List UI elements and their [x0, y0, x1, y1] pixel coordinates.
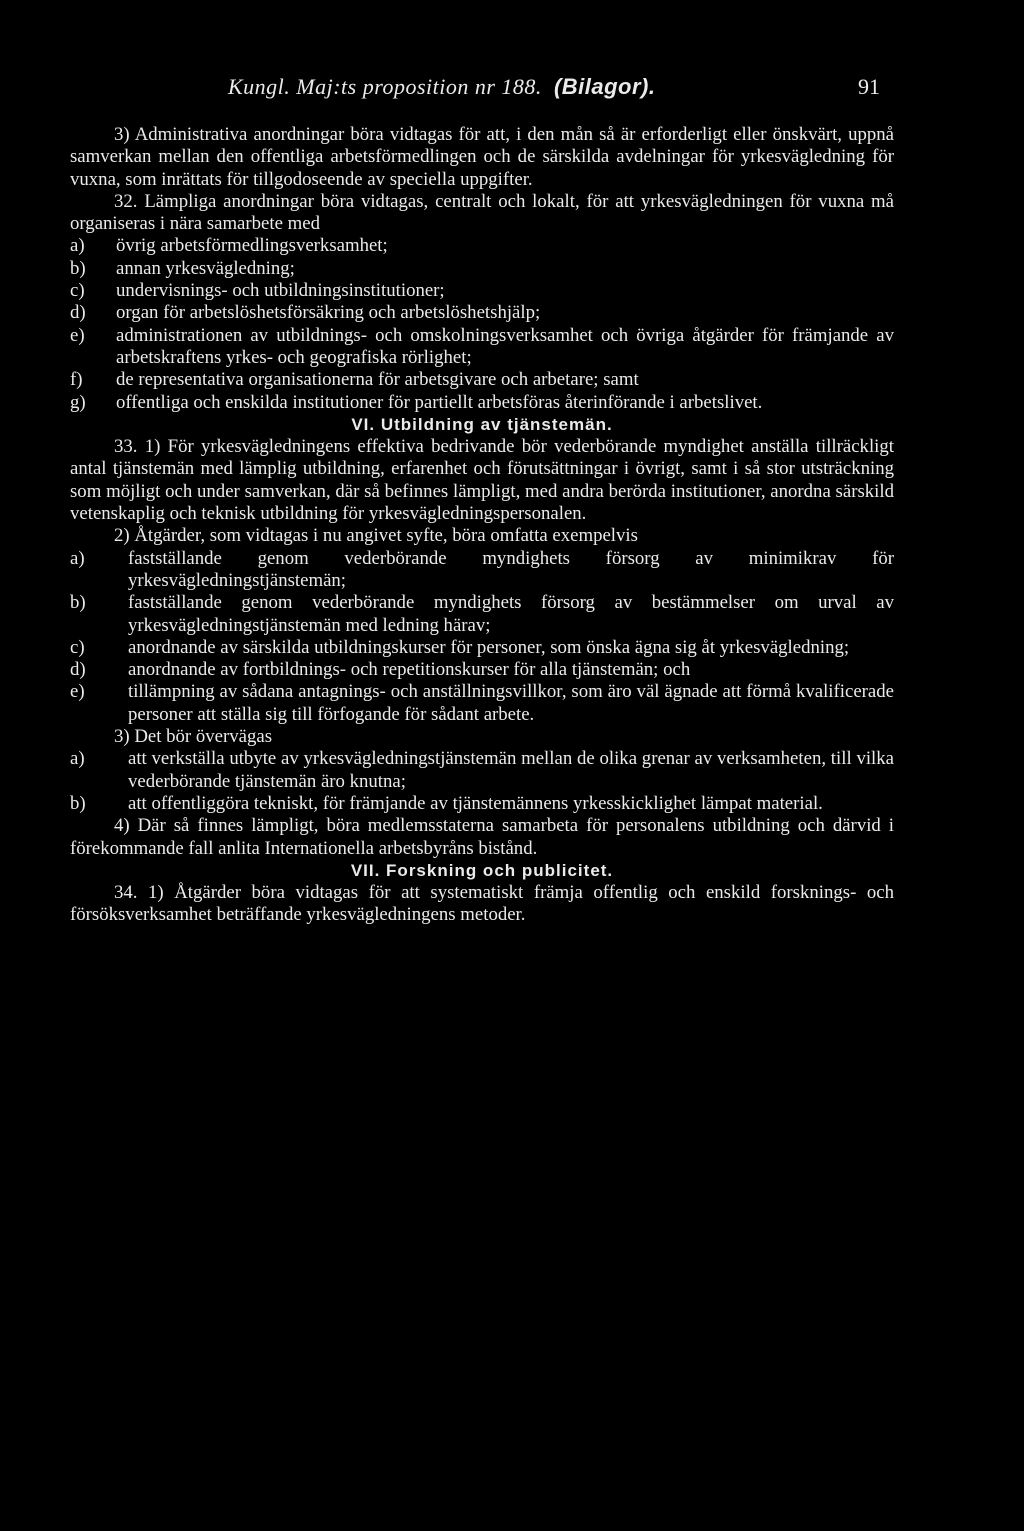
list-item: [70, 748, 894, 793]
proposition-title: Kungl. Maj:ts proposition nr 188.: [228, 74, 542, 99]
list-33-3: [70, 748, 894, 815]
list-item: [70, 548, 894, 593]
item-label: b): [70, 792, 86, 814]
list-item: [70, 369, 894, 391]
paragraph-31-3: 3) Administrativa anordningar böra vidtagas för att, i den mån så är erforderligt eller önskvärt, uppnå samverkan mellan den offentliga arbetsförmedlingen och de särskilda avdelningar för yrkesvägledning för vuxna, som inrättats för tillgodoseende av speciella uppgifter.: [70, 124, 894, 190]
item-text: organ för arbetslöshetsförsäkring och arbetslöshetshjälp;: [116, 302, 541, 324]
item-label: a): [70, 547, 85, 569]
item-text: de representativa organisationerna för arbetsgivare och arbetare; samt: [116, 369, 639, 391]
item-label: b): [70, 257, 86, 279]
item-text: tillämpning av sådana antagnings- och anställningsvillkor, som äro väl ägnade att förmå kvalificerade personer att ställa sig till förfogande för sådant arbete.: [128, 681, 894, 725]
list-item: [70, 325, 894, 370]
paragraph-33-2-intro: 2) Åtgärder, som vidtagas i nu angivet syfte, böra omfatta exempelvis: [114, 525, 638, 547]
paragraph-32-intro: 32. Lämpliga anordningar böra vidtagas, centralt och lokalt, för att yrkesvägledningen för vuxna må organiseras i nära samarbete med: [70, 190, 894, 235]
item-text: anordnande av särskilda utbildningskurser för personer, som önska ägna sig åt yrkesvägledning;: [128, 636, 850, 658]
list-item: [70, 681, 894, 726]
paragraph-33-1: 33. 1) För yrkesvägledningens effektiva bedrivande bör vederbörande myndighet anställa tillräckligt antal tjänstemän med lämplig utbildning, erfarenhet och förutsättningar i övrigt, samt i så stor utsträckning som möjligt och under samverkan, där så befinnes lämpligt, med andra berörda institutioner, anordna särskild vetenskaplig och teknisk utbildning för yrkesvägledningspersonalen.: [70, 436, 894, 525]
item-label: d): [70, 302, 86, 324]
item-label: a): [70, 748, 85, 770]
page-number: 91: [858, 74, 880, 99]
section-heading-vi: VI. Utbildning av tjänstemän.: [351, 414, 613, 434]
item-label: d): [70, 659, 86, 681]
list-item: [70, 280, 894, 302]
running-title: [228, 74, 656, 100]
item-text: administrationen av utbildnings- och omskolningsverksamhet och övriga åtgärder för främjande av arbetskraftens yrkes- och geografiska rörlighet;: [116, 324, 894, 368]
item-text: fastställande genom vederbörande myndighets försorg av minimikrav för yrkesvägledningstjänstemän;: [128, 547, 894, 591]
list-item: [70, 637, 894, 659]
item-label: e): [70, 681, 85, 703]
item-label: g): [70, 391, 86, 413]
page-header: [0, 74, 1024, 114]
item-label: c): [70, 636, 85, 658]
item-text: att verkställa utbyte av yrkesvägledningstjänstemän mellan de olika grenar av verksamheten, till vilka vederbörande tjänstemän äro knutna;: [128, 748, 894, 792]
item-text: undervisnings- och utbildningsinstitutioner;: [116, 280, 445, 302]
list-item: [70, 793, 894, 815]
list-item: [70, 659, 894, 681]
item-text: annan yrkesvägledning;: [116, 257, 295, 279]
bilagor-label: (Bilagor).: [553, 74, 656, 99]
item-label: e): [70, 324, 85, 346]
list-item: [70, 392, 894, 414]
item-text: fastställande genom vederbörande myndighets försorg av bestämmelser om urval av yrkesvägledningstjänstemän med ledning härav;: [128, 592, 894, 636]
list-item: [70, 235, 894, 257]
item-text: att offentliggöra tekniskt, för främjande av tjänstemännens yrkesskicklighet lämpat material.: [128, 792, 823, 814]
section-heading-vii: VII. Forskning och publicitet.: [350, 860, 614, 880]
item-text: övrig arbetsförmedlingsverksamhet;: [116, 235, 388, 257]
list-item: [70, 592, 894, 637]
item-label: b): [70, 592, 86, 614]
list-32: [70, 235, 894, 413]
item-text: offentliga och enskilda institutioner för partiellt arbetsföras återinförande i arbetslivet.: [116, 391, 763, 413]
item-text: anordnande av fortbildnings- och repetitionskurser för alla tjänstemän; och: [128, 659, 691, 681]
paragraph-33-4: 4) Där så finnes lämpligt, böra medlemsstaterna samarbeta för personalens utbildning och därvid i förekommande fall anlita Internationella arbetsbyråns bistånd.: [70, 815, 894, 859]
paragraph-34: 34. 1) Åtgärder böra vidtagas för att systematiskt främja offentlig och enskild forsknings- och försöksverksamhet beträffande yrkesvägledningens metoder.: [70, 882, 894, 926]
item-label: f): [70, 369, 83, 391]
paragraph-33-3-intro: 3) Det bör övervägas: [114, 726, 273, 748]
document-body: [70, 124, 894, 927]
list-item: [70, 302, 894, 324]
item-label: a): [70, 235, 85, 257]
list-item: [70, 258, 894, 280]
item-label: c): [70, 280, 85, 302]
list-33-2: [70, 548, 894, 726]
